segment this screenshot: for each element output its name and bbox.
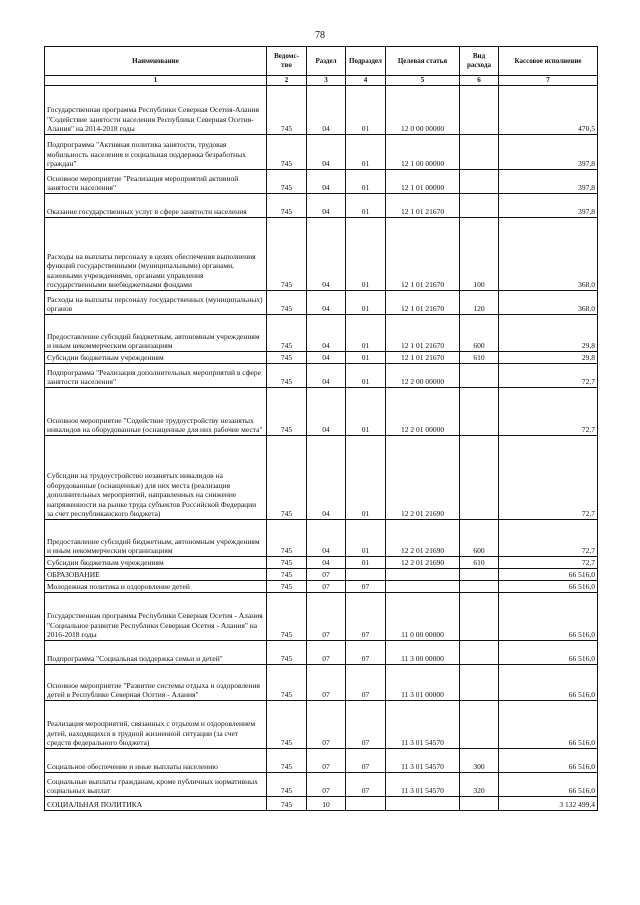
department-code-cell: 745: [267, 193, 307, 217]
section-code-cell: 04: [307, 314, 346, 351]
subsection-code-cell: 01: [346, 85, 386, 134]
cash-execution-amount-cell: 397,8: [499, 193, 598, 217]
row-name-cell: Государственная программа Республики Северная Осетия - Алания "Социальное развитие Республики Северная Осетия - Алания" на 2016-2018 годы: [45, 592, 267, 640]
subsection-code-cell: 07: [346, 772, 386, 796]
cash-execution-amount-cell: 368,0: [499, 217, 598, 290]
section-code-cell: 04: [307, 290, 346, 314]
target-item-code-cell: 12 2 01 00000: [386, 387, 460, 435]
table-row: [45, 664, 598, 700]
subsection-code-cell: 07: [346, 748, 386, 772]
expense-type-code-cell: [460, 134, 499, 169]
expense-type-code-cell: [460, 435, 499, 519]
row-name-cell: Основное мероприятие "Реализация мероприятий активной занятости населения": [45, 169, 267, 193]
table-row: [45, 519, 598, 556]
target-item-code-cell: 12 2 01 21690: [386, 435, 460, 519]
department-code-cell: 745: [267, 217, 307, 290]
row-name-cell: Субсидии бюджетным учреждениям: [45, 556, 267, 568]
department-code-cell: 745: [267, 748, 307, 772]
subsection-code-cell: 07: [346, 664, 386, 700]
cash-execution-amount-cell: 368,0: [499, 290, 598, 314]
cash-execution-amount-cell: 72,7: [499, 363, 598, 387]
expense-type-code-cell: [460, 568, 499, 580]
target-item-code-cell: 12 1 01 21670: [386, 351, 460, 363]
section-code-cell: 10: [307, 796, 346, 810]
target-item-code-cell: 12 2 01 21690: [386, 556, 460, 568]
row-name-cell: Молодежная политика и оздоровление детей: [45, 580, 267, 592]
header-section: Раздел: [307, 47, 346, 76]
section-code-cell: 07: [307, 568, 346, 580]
subsection-code-cell: [346, 796, 386, 810]
table-row: [45, 314, 598, 351]
header-department: Ведомс-тво: [267, 47, 307, 76]
table-row: [45, 193, 598, 217]
target-item-code-cell: 12 1 00 00000: [386, 134, 460, 169]
section-code-cell: 04: [307, 556, 346, 568]
row-name-cell: Расходы на выплаты персоналу в целях обеспечения выполнения функций государственными (муниципальными) органами, казенными учреждениями, органами управления государственными внебюджетными фондами: [45, 217, 267, 290]
subsection-code-cell: 01: [346, 134, 386, 169]
subsection-code-cell: 01: [346, 363, 386, 387]
table-header-row: [45, 47, 598, 76]
expense-type-code-cell: [460, 592, 499, 640]
row-name-cell: Подпрограмма "Социальная поддержка семьи и детей": [45, 640, 267, 664]
department-code-cell: 745: [267, 592, 307, 640]
department-code-cell: 745: [267, 314, 307, 351]
expense-type-code-cell: [460, 85, 499, 134]
row-name-cell: Предоставление субсидий бюджетным, автономным учреждениям и иным некоммерческим организациям: [45, 314, 267, 351]
row-name-cell: Реализация мероприятий, связанных с отдыхом и оздоровлением детей, находящихся в трудной жизненной ситуации (за счет средств федерального бюджета): [45, 700, 267, 748]
expense-type-code-cell: [460, 664, 499, 700]
header-target-item: Целевая статья: [386, 47, 460, 76]
header-subsection: Подраздел: [346, 47, 386, 76]
department-code-cell: 745: [267, 387, 307, 435]
column-number: 3: [307, 76, 346, 86]
row-name-cell: Оказание государственных услуг в сфере занятости населения: [45, 193, 267, 217]
table-row: [45, 796, 598, 810]
column-number: 1: [45, 76, 267, 86]
target-item-code-cell: 12 1 01 21670: [386, 193, 460, 217]
cash-execution-amount-cell: 66 516,0: [499, 664, 598, 700]
subsection-code-cell: 01: [346, 169, 386, 193]
section-code-cell: 07: [307, 748, 346, 772]
row-name-cell: СОЦИАЛЬНАЯ ПОЛИТИКА: [45, 796, 267, 810]
expense-type-code-cell: 300: [460, 748, 499, 772]
cash-execution-amount-cell: 66 516,0: [499, 640, 598, 664]
table-row: [45, 772, 598, 796]
department-code-cell: 745: [267, 519, 307, 556]
column-number: 4: [346, 76, 386, 86]
section-code-cell: 04: [307, 193, 346, 217]
expense-type-code-cell: 610: [460, 556, 499, 568]
department-code-cell: 745: [267, 664, 307, 700]
cash-execution-amount-cell: 66 516,0: [499, 580, 598, 592]
budget-table: [44, 46, 598, 811]
table-row: [45, 580, 598, 592]
target-item-code-cell: [386, 796, 460, 810]
section-code-cell: 04: [307, 169, 346, 193]
subsection-code-cell: 07: [346, 592, 386, 640]
department-code-cell: 745: [267, 363, 307, 387]
subsection-code-cell: 07: [346, 580, 386, 592]
section-code-cell: 07: [307, 592, 346, 640]
section-code-cell: 07: [307, 772, 346, 796]
expense-type-code-cell: [460, 700, 499, 748]
department-code-cell: 745: [267, 351, 307, 363]
section-code-cell: 04: [307, 134, 346, 169]
target-item-code-cell: 12 0 00 00000: [386, 85, 460, 134]
section-code-cell: 04: [307, 435, 346, 519]
cash-execution-amount-cell: 66 516,0: [499, 592, 598, 640]
table-row: [45, 592, 598, 640]
target-item-code-cell: 12 1 01 21670: [386, 290, 460, 314]
target-item-code-cell: 12 2 00 00000: [386, 363, 460, 387]
row-name-cell: Основное мероприятие "Развитие системы отдыха и оздоровления детей в Республике Северная Осетия - Алания": [45, 664, 267, 700]
table-row: [45, 290, 598, 314]
row-name-cell: Расходы на выплаты персоналу государственных (муниципальных) органов: [45, 290, 267, 314]
cash-execution-amount-cell: 29,8: [499, 351, 598, 363]
expense-type-code-cell: 600: [460, 519, 499, 556]
page-number: 78: [315, 30, 325, 41]
department-code-cell: 745: [267, 796, 307, 810]
section-code-cell: 04: [307, 351, 346, 363]
section-code-cell: 07: [307, 640, 346, 664]
subsection-code-cell: 01: [346, 435, 386, 519]
row-name-cell: Социальные выплаты гражданам, кроме публичных нормативных социальных выплат: [45, 772, 267, 796]
row-name-cell: Социальное обеспечение и иные выплаты населению: [45, 748, 267, 772]
section-code-cell: 04: [307, 519, 346, 556]
expense-type-code-cell: 320: [460, 772, 499, 796]
table-row: [45, 85, 598, 134]
section-code-cell: 04: [307, 217, 346, 290]
column-number: 6: [460, 76, 499, 86]
header-expense-type: Вид расхода: [460, 47, 499, 76]
section-code-cell: 04: [307, 387, 346, 435]
cash-execution-amount-cell: 3 132 499,4: [499, 796, 598, 810]
subsection-code-cell: 07: [346, 700, 386, 748]
table-row: [45, 217, 598, 290]
table-row: [45, 351, 598, 363]
header-cash-execution: Кассовое исполнение: [499, 47, 598, 76]
row-name-cell: Государственная программа Республики Северная Осетия-Алания "Содействие занятости населения Республики Северная Осетия-Алания" на 2014-2018 годы: [45, 85, 267, 134]
department-code-cell: 745: [267, 435, 307, 519]
row-name-cell: Субсидии на трудоустройство незанятых инвалидов на оборудованные (оснащенные) для них места (реализация дополнительных мероприятий, направленных на снижение напряженности на рынке труда субъектов Российской Федерации за счет республиканского бюджета): [45, 435, 267, 519]
row-name-cell: Предоставление субсидий бюджетным, автономным учреждениям и иным некоммерческим организациям: [45, 519, 267, 556]
subsection-code-cell: [346, 568, 386, 580]
row-name-cell: Подпрограмма "Активная политика занятости, трудовая мобильность населения и социальная поддержка безработных граждан": [45, 134, 267, 169]
row-name-cell: ОБРАЗОВАНИЕ: [45, 568, 267, 580]
table-row: [45, 556, 598, 568]
target-item-code-cell: 12 1 01 21670: [386, 217, 460, 290]
target-item-code-cell: 11 0 00 00000: [386, 592, 460, 640]
cash-execution-amount-cell: 72,7: [499, 435, 598, 519]
department-code-cell: 745: [267, 700, 307, 748]
section-code-cell: 07: [307, 700, 346, 748]
department-code-cell: 745: [267, 169, 307, 193]
expense-type-code-cell: [460, 169, 499, 193]
department-code-cell: 745: [267, 568, 307, 580]
cash-execution-amount-cell: 66 516,0: [499, 748, 598, 772]
target-item-code-cell: 12 1 01 21670: [386, 314, 460, 351]
target-item-code-cell: 11 3 01 54570: [386, 772, 460, 796]
target-item-code-cell: 11 3 01 00000: [386, 664, 460, 700]
table-body: [45, 85, 598, 810]
expense-type-code-cell: [460, 640, 499, 664]
cash-execution-amount-cell: 66 516,0: [499, 568, 598, 580]
target-item-code-cell: [386, 580, 460, 592]
expense-type-code-cell: 610: [460, 351, 499, 363]
subsection-code-cell: 01: [346, 314, 386, 351]
cash-execution-amount-cell: 66 516,0: [499, 700, 598, 748]
department-code-cell: 745: [267, 134, 307, 169]
target-item-code-cell: 12 2 01 21690: [386, 519, 460, 556]
expense-type-code-cell: [460, 193, 499, 217]
expense-type-code-cell: 120: [460, 290, 499, 314]
header-name: Наименование: [45, 47, 267, 76]
row-name-cell: Основное мероприятие "Содействие трудоустройству незанятых инвалидов на оборудованные (оснащенные для них рабочие места": [45, 387, 267, 435]
subsection-code-cell: 01: [346, 387, 386, 435]
expense-type-code-cell: [460, 363, 499, 387]
target-item-code-cell: 11 3 01 54570: [386, 700, 460, 748]
target-item-code-cell: 12 1 01 00000: [386, 169, 460, 193]
subsection-code-cell: 07: [346, 640, 386, 664]
table-row: [45, 435, 598, 519]
department-code-cell: 745: [267, 772, 307, 796]
table-row: [45, 748, 598, 772]
row-name-cell: Подпрограмма "Реализация дополнительных мероприятий в сфере занятости населения": [45, 363, 267, 387]
table-row: [45, 134, 598, 169]
cash-execution-amount-cell: 470,5: [499, 85, 598, 134]
table-row: [45, 169, 598, 193]
target-item-code-cell: 11 3 00 00000: [386, 640, 460, 664]
target-item-code-cell: 11 3 01 54570: [386, 748, 460, 772]
cash-execution-amount-cell: 72,7: [499, 519, 598, 556]
table-row: [45, 387, 598, 435]
section-code-cell: 04: [307, 85, 346, 134]
section-code-cell: 07: [307, 580, 346, 592]
column-number: 5: [386, 76, 460, 86]
table-row: [45, 640, 598, 664]
department-code-cell: 745: [267, 580, 307, 592]
column-number: 7: [499, 76, 598, 86]
cash-execution-amount-cell: 397,8: [499, 134, 598, 169]
table-row: [45, 700, 598, 748]
expense-type-code-cell: 600: [460, 314, 499, 351]
expense-type-code-cell: [460, 387, 499, 435]
expense-type-code-cell: [460, 580, 499, 592]
cash-execution-amount-cell: 72,7: [499, 387, 598, 435]
cash-execution-amount-cell: 397,8: [499, 169, 598, 193]
row-name-cell: Субсидии бюджетным учреждениям: [45, 351, 267, 363]
subsection-code-cell: 01: [346, 290, 386, 314]
subsection-code-cell: 01: [346, 217, 386, 290]
department-code-cell: 745: [267, 290, 307, 314]
section-code-cell: 04: [307, 363, 346, 387]
cash-execution-amount-cell: 72,7: [499, 556, 598, 568]
column-number: 2: [267, 76, 307, 86]
subsection-code-cell: 01: [346, 556, 386, 568]
department-code-cell: 745: [267, 556, 307, 568]
target-item-code-cell: [386, 568, 460, 580]
section-code-cell: 07: [307, 664, 346, 700]
subsection-code-cell: 01: [346, 519, 386, 556]
subsection-code-cell: 01: [346, 193, 386, 217]
table-row: [45, 568, 598, 580]
cash-execution-amount-cell: 29,8: [499, 314, 598, 351]
department-code-cell: 745: [267, 640, 307, 664]
table-row: [45, 363, 598, 387]
column-number-row: [45, 76, 598, 86]
subsection-code-cell: 01: [346, 351, 386, 363]
expense-type-code-cell: [460, 796, 499, 810]
department-code-cell: 745: [267, 85, 307, 134]
cash-execution-amount-cell: 66 516,0: [499, 772, 598, 796]
expense-type-code-cell: 100: [460, 217, 499, 290]
